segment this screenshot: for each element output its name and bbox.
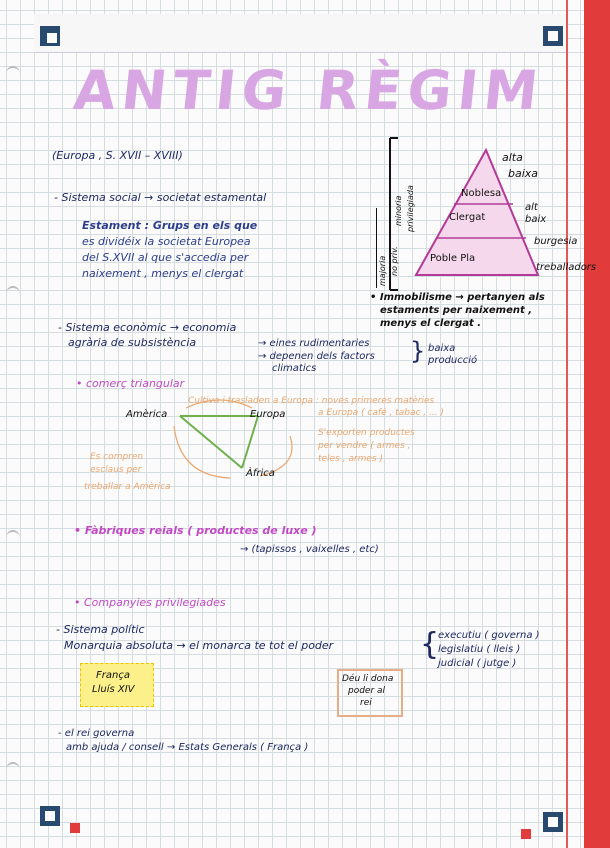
binder-hole [6,66,20,82]
pyramid-vertical-label: minoria [394,195,403,226]
economic-heading: - Sistema econòmic → economia [58,321,237,334]
immobilisme-note: menys el clergat . [380,318,482,329]
economic-line: agrària de subsistència [68,336,197,349]
pyramid-side-label: alt [525,202,538,213]
economic-bullet: → depenen dels factors [258,351,375,362]
brace-icon: { [420,627,440,662]
social-heading: - Sistema social → societat estamental [54,191,267,204]
economic-result: baixa [428,343,456,354]
context-note: (Europa , S. XVII – XVIII) [52,149,183,162]
trade-note: a Europa ( café , tabac , ... ) [318,408,444,418]
estament-definition: Estament : Grups en els que [82,219,258,232]
deu-text: Déu li dona [342,674,394,684]
deu-text: poder al [348,686,386,696]
estament-definition: del S.XVII al que s'accedia per [82,251,249,264]
pyramid-level-bottom: Poble Pla [430,253,476,264]
trade-node-europa: Europa [250,409,286,420]
trade-note: S'exporten productes [318,428,415,438]
header-band [34,14,566,53]
trade-note: treballar a Amèrica [84,482,171,492]
trade-route [180,416,242,468]
governa-note: amb ajuda / consell → Estats Generals ( França ) [66,742,309,753]
binder-hole [6,762,20,778]
binder-hole [6,530,20,546]
companyies-heading: • Companyies privilegiades [74,596,226,609]
poder-item: executiu ( governa ) [438,630,540,641]
trade-route [242,416,258,468]
pyramid-side-label: burgesia [534,236,578,247]
comerc-heading: • comerç triangular [76,377,185,390]
brace-icon: } [410,337,426,365]
red-edge-band [584,0,610,848]
trade-note: esclaus per [90,465,142,475]
trade-note: Es compren [90,452,144,462]
fabriques-sub: → (tapissos , vaixelles , etc) [240,544,379,555]
pyramid-vertical-label: privilegiada [406,185,415,232]
margin-line [566,0,568,848]
red-square-icon [70,823,80,833]
pyramid-level-top: Noblesa [461,188,502,199]
trade-note: per vendre ( armes , [318,441,411,451]
corner-mark-icon [40,26,60,46]
economic-bullet: climatics [272,363,317,374]
pyramid-vertical-label: no priv. [390,246,399,276]
poder-item: legislatiu ( lleis ) [438,644,521,655]
pyramid-side-label: baixa [508,167,539,180]
pyramid-side-label: baix [525,214,547,225]
deu-text: rei [360,698,372,708]
red-square-icon [521,829,531,839]
corner-mark-icon [543,26,563,46]
fabriques-heading: • Fàbriques reials ( productes de luxe ) [74,524,317,537]
pyramid-side-label: alta [502,151,523,164]
corner-mark-icon [40,806,60,826]
politic-line: Monarquia absoluta → el monarca te tot el poder [64,639,334,652]
politic-heading: - Sistema polític [56,623,145,636]
pyramid-vertical-label: majoria [378,255,387,286]
pyramid-side-label: treballadors [536,262,597,273]
trade-note: teles , armes ) [318,454,383,464]
franca-label: Lluís XIV [92,684,135,695]
franca-label: França [96,670,130,681]
trade-node-america: Amèrica [126,409,168,420]
immobilisme-note: • Immobilisme → pertanyen als [370,292,545,303]
estament-definition: es dividéix la societat Europea [82,235,251,248]
trade-node-africa: Àfrica [246,468,275,479]
trade-note: Cultiva i trasladen a Europa : noves primeres matèries [188,396,435,406]
page-title: ANTIG RÈGIM [70,59,548,122]
corner-mark-icon [543,812,563,832]
economic-bullet: → eines rudimentaries [258,338,370,349]
governa-note: - el rei governa [58,728,135,739]
immobilisme-note: estaments per naixement , [380,305,533,316]
economic-result: producció [428,355,478,366]
estament-definition: naixement , menys el clergat [82,267,244,280]
pyramid-level-mid: Clergat [449,212,486,223]
poder-item: judicial ( jutge ) [438,658,517,669]
binder-hole [6,286,20,302]
